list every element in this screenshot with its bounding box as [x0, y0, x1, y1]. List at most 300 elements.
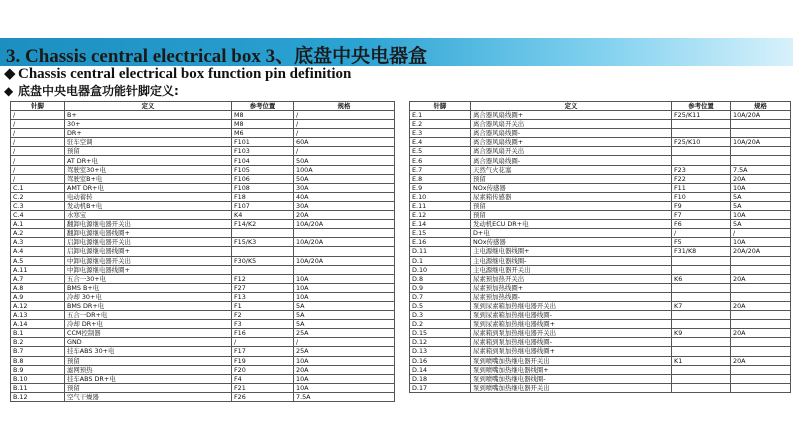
pin-cell: A.9: [11, 292, 65, 301]
spec-cell: 10A/20A: [294, 256, 395, 265]
definition-cell: 启卸电源继电器开关出: [65, 238, 232, 247]
pin-cell: D.10: [410, 265, 471, 274]
spec-cell: 30A: [294, 201, 395, 210]
definition-cell: 离合器风扇线圈+: [471, 138, 672, 147]
reference-cell: F25/K10: [672, 138, 731, 147]
page-title: 3. Chassis central electrical box 3、底盘中央电器盒: [6, 46, 428, 67]
pin-cell: D.9: [410, 283, 471, 292]
definition-cell: 发动机ECU DR+电: [471, 220, 672, 229]
column-header-spec: 规格: [294, 102, 395, 111]
pin-cell: C.1: [11, 183, 65, 192]
reference-cell: F14/K2: [232, 220, 294, 229]
pin-cell: D.14: [410, 365, 471, 374]
spec-cell: /: [294, 147, 395, 156]
spec-cell: /: [294, 129, 395, 138]
reference-cell: F1: [232, 301, 294, 310]
reference-cell: F9: [672, 201, 731, 210]
definition-cell: 水寒宝: [65, 211, 232, 220]
spec-cell: /: [294, 111, 395, 120]
spec-cell: [731, 156, 791, 165]
reference-cell: F31/K8: [672, 247, 731, 256]
reference-cell: [672, 292, 731, 301]
table-row: [410, 301, 791, 310]
definition-cell: 尿素箱到泵加热继电器线圈+: [471, 347, 672, 356]
spec-cell: 25A: [294, 329, 395, 338]
definition-cell: 电动蓄转: [65, 192, 232, 201]
reference-cell: F16: [232, 329, 294, 338]
spec-cell: 100A: [294, 165, 395, 174]
reference-cell: F26: [232, 392, 294, 401]
table-row: [410, 229, 791, 238]
spec-cell: 10A/20A: [294, 220, 395, 229]
table-row: [11, 111, 395, 120]
definition-cell: 预留: [65, 356, 232, 365]
table-row: [11, 356, 395, 365]
reference-cell: F2: [232, 311, 294, 320]
definition-cell: 尿素预加热线圈+: [471, 283, 672, 292]
pin-cell: E.3: [410, 129, 471, 138]
reference-cell: M8: [232, 111, 294, 120]
table-row: [410, 147, 791, 156]
spec-cell: [294, 247, 395, 256]
spec-cell: 30A: [294, 183, 395, 192]
pin-cell: E.7: [410, 165, 471, 174]
pin-cell: A.8: [11, 283, 65, 292]
definition-cell: DR+: [65, 129, 232, 138]
reference-cell: F18: [232, 192, 294, 201]
pin-cell: E.5: [410, 147, 471, 156]
column-header-definition: 定义: [65, 102, 232, 111]
spec-cell: 60A: [294, 138, 395, 147]
reference-cell: F6: [672, 220, 731, 229]
table-row: [410, 383, 791, 392]
table-row: [11, 265, 395, 274]
table-row: [410, 220, 791, 229]
definition-cell: 预留: [471, 174, 672, 183]
table-row: [11, 220, 395, 229]
table-row: [11, 129, 395, 138]
definition-cell: 空气干燥器: [65, 392, 232, 401]
definition-cell: NOx传感器: [471, 238, 672, 247]
spec-cell: 10A: [294, 356, 395, 365]
definition-cell: B+: [65, 111, 232, 120]
table-row: [410, 247, 791, 256]
table-row: [11, 120, 395, 129]
reference-cell: F23: [672, 165, 731, 174]
definition-cell: BMS DR+电: [65, 301, 232, 310]
definition-cell: 挂车ABS 30+电: [65, 347, 232, 356]
table-header-row: [410, 102, 791, 111]
subtitle-english: [4, 64, 351, 83]
pin-cell: D.2: [410, 320, 471, 329]
pin-cell: A.7: [11, 274, 65, 283]
table-row: [11, 347, 395, 356]
table-row: [410, 311, 791, 320]
reference-cell: [672, 265, 731, 274]
definition-cell: GND: [65, 338, 232, 347]
pin-cell: /: [11, 174, 65, 183]
column-header-reference: 参考位置: [232, 102, 294, 111]
reference-cell: F103: [232, 147, 294, 156]
spec-cell: 7.5A: [731, 165, 791, 174]
table-row: [11, 147, 395, 156]
reference-cell: [672, 283, 731, 292]
table-row: [11, 383, 395, 392]
spec-cell: 10A: [294, 383, 395, 392]
definition-cell: 尿素箱到泵加热继电器开关出: [471, 329, 672, 338]
reference-cell: M6: [232, 129, 294, 138]
table-row: [410, 329, 791, 338]
table-row: [410, 183, 791, 192]
spec-cell: [731, 347, 791, 356]
pin-cell: B.7: [11, 347, 65, 356]
spec-cell: [731, 383, 791, 392]
definition-cell: 离合器风扇线圈-: [471, 129, 672, 138]
reference-cell: K1: [672, 356, 731, 365]
definition-cell: 30+: [65, 120, 232, 129]
reference-cell: [672, 311, 731, 320]
table-row: [410, 165, 791, 174]
definition-cell: 五合一DR+电: [65, 311, 232, 320]
definition-cell: 离合器风扇线圈+: [471, 111, 672, 120]
pin-cell: B.2: [11, 338, 65, 347]
table-row: [410, 156, 791, 165]
definition-cell: 泵到喷嘴加热继电器线圈+: [471, 365, 672, 374]
table-row: [11, 174, 395, 183]
reference-cell: [672, 374, 731, 383]
definition-cell: NOx传感器: [471, 183, 672, 192]
definition-cell: 驾驶室30+电: [65, 165, 232, 174]
spec-cell: [294, 265, 395, 274]
pin-cell: A.11: [11, 265, 65, 274]
spec-cell: [731, 320, 791, 329]
reference-cell: F104: [232, 156, 294, 165]
reference-cell: [232, 265, 294, 274]
table-row: [11, 256, 395, 265]
definition-cell: 泵到尿素箱加热继电器线圈+: [471, 320, 672, 329]
spec-cell: [731, 147, 791, 156]
definition-cell: 驾驶室B+电: [65, 174, 232, 183]
definition-cell: 主电源继电器线圈+: [471, 247, 672, 256]
spec-cell: 40A: [294, 192, 395, 201]
table-row: [11, 292, 395, 301]
reference-cell: F27: [232, 283, 294, 292]
pin-cell: E.14: [410, 220, 471, 229]
table-row: [410, 265, 791, 274]
spec-cell: 10A: [294, 283, 395, 292]
pin-cell: E.9: [410, 183, 471, 192]
pin-cell: E.4: [410, 138, 471, 147]
definition-cell: 泵到喷嘴加热继电器开关出: [471, 356, 672, 365]
pin-cell: E.15: [410, 229, 471, 238]
reference-cell: [672, 320, 731, 329]
reference-cell: [672, 147, 731, 156]
table-row: [410, 374, 791, 383]
left-table-body: [11, 111, 395, 402]
reference-cell: /: [232, 338, 294, 347]
spec-cell: 5A: [294, 320, 395, 329]
spec-cell: 20A: [731, 301, 791, 310]
reference-cell: F25/K11: [672, 111, 731, 120]
pin-cell: D.11: [410, 247, 471, 256]
pin-cell: C.4: [11, 211, 65, 220]
definition-cell: 泵到尿素箱加热继电器线圈-: [471, 311, 672, 320]
definition-cell: 滤网预热: [65, 365, 232, 374]
spec-cell: 20A: [294, 365, 395, 374]
subtitle-chinese: [4, 82, 179, 99]
spec-cell: [731, 311, 791, 320]
pin-cell: /: [11, 147, 65, 156]
spec-cell: 10A: [731, 183, 791, 192]
table-row: [11, 192, 395, 201]
definition-cell: 预留: [471, 201, 672, 210]
table-row: [11, 229, 395, 238]
spec-cell: 7.5A: [294, 392, 395, 401]
reference-cell: F12: [232, 274, 294, 283]
pin-cell: D.13: [410, 347, 471, 356]
definition-cell: 五合一30+电: [65, 274, 232, 283]
spec-cell: 5A: [731, 201, 791, 210]
pin-cell: D.16: [410, 356, 471, 365]
definition-cell: 发动机B+电: [65, 201, 232, 210]
table-row: [11, 311, 395, 320]
definition-cell: 预留: [471, 211, 672, 220]
definition-cell: 尿素预加热开关出: [471, 274, 672, 283]
pin-cell: D.18: [410, 374, 471, 383]
pin-cell: A.12: [11, 301, 65, 310]
table-row: [11, 156, 395, 165]
definition-cell: 主电源继电器开关出: [471, 265, 672, 274]
column-header-pin: 针脚: [11, 102, 65, 111]
table-row: [11, 283, 395, 292]
spec-cell: [731, 129, 791, 138]
pin-cell: C.3: [11, 201, 65, 210]
definition-cell: 中卸电源继电器线圈+: [65, 265, 232, 274]
reference-cell: M8: [232, 120, 294, 129]
table-row: [11, 365, 395, 374]
spec-cell: 10A: [731, 211, 791, 220]
reference-cell: K6: [672, 274, 731, 283]
spec-cell: /: [731, 229, 791, 238]
reference-cell: F107: [232, 201, 294, 210]
table-row: [410, 120, 791, 129]
pin-cell: B.10: [11, 374, 65, 383]
reference-cell: F105: [232, 165, 294, 174]
spec-cell: 10A: [731, 238, 791, 247]
spec-cell: 10A/20A: [294, 238, 395, 247]
definition-cell: CCM控制器: [65, 329, 232, 338]
table-header-row: [11, 102, 395, 111]
definition-cell: D+电: [471, 229, 672, 238]
diamond-bullet-icon: ◆: [4, 66, 16, 82]
subtitle-english-text: Chassis central electrical box function pin definition: [18, 66, 352, 82]
spec-cell: 5A: [294, 311, 395, 320]
table-row: [11, 329, 395, 338]
spec-cell: [731, 338, 791, 347]
spec-cell: 10A: [294, 292, 395, 301]
column-header-pin: 针脚: [410, 102, 471, 111]
pin-cell: D.7: [410, 292, 471, 301]
pin-cell: D.3: [410, 311, 471, 320]
pin-cell: A.2: [11, 229, 65, 238]
table-row: [410, 238, 791, 247]
reference-cell: F7: [672, 211, 731, 220]
table-row: [11, 301, 395, 310]
subtitle-chinese-text: 底盘中央电器盒功能针脚定义:: [18, 84, 179, 98]
pin-cell: D.15: [410, 329, 471, 338]
table-row: [410, 338, 791, 347]
spec-cell: [731, 283, 791, 292]
reference-cell: [232, 247, 294, 256]
pin-cell: D.17: [410, 383, 471, 392]
reference-cell: F19: [232, 356, 294, 365]
reference-cell: [672, 120, 731, 129]
definition-cell: 预留: [65, 147, 232, 156]
table-row: [11, 165, 395, 174]
spec-cell: 50A: [294, 156, 395, 165]
pin-cell: E.10: [410, 192, 471, 201]
table-row: [11, 320, 395, 329]
spec-cell: 5A: [294, 301, 395, 310]
table-row: [11, 211, 395, 220]
pin-cell: A.1: [11, 220, 65, 229]
reference-cell: F101: [232, 138, 294, 147]
pin-cell: D.5: [410, 301, 471, 310]
definition-cell: 预留: [65, 383, 232, 392]
spec-cell: 20A: [294, 211, 395, 220]
reference-cell: [672, 156, 731, 165]
table-row: [410, 201, 791, 210]
pin-cell: E.16: [410, 238, 471, 247]
pin-cell: A.4: [11, 247, 65, 256]
pin-cell: B.1: [11, 329, 65, 338]
pin-cell: E.2: [410, 120, 471, 129]
pin-cell: E.8: [410, 174, 471, 183]
definition-cell: AMT DR+电: [65, 183, 232, 192]
spec-cell: 20A: [731, 356, 791, 365]
definition-cell: 冷却 30+电: [65, 292, 232, 301]
definition-cell: 翻卸电源继电器开关出: [65, 220, 232, 229]
table-row: [410, 138, 791, 147]
definition-cell: 离合器风扇开关出: [471, 147, 672, 156]
spec-cell: [731, 365, 791, 374]
pin-cell: /: [11, 156, 65, 165]
definition-cell: 冷却 DR+电: [65, 320, 232, 329]
table-row: [410, 274, 791, 283]
definition-cell: 泵到喷嘴加热继电器开关出: [471, 383, 672, 392]
reference-cell: [672, 347, 731, 356]
spec-cell: 10A: [294, 374, 395, 383]
table-row: [410, 174, 791, 183]
table-row: [11, 201, 395, 210]
reference-cell: F17: [232, 347, 294, 356]
reference-cell: /: [672, 229, 731, 238]
pin-cell: B.8: [11, 356, 65, 365]
definition-cell: 离合器风扇线圈-: [471, 156, 672, 165]
reference-cell: F15/K3: [232, 238, 294, 247]
reference-cell: K4: [232, 211, 294, 220]
spec-cell: 25A: [294, 347, 395, 356]
reference-cell: [232, 229, 294, 238]
definition-cell: 主电源继电器线圈-: [471, 256, 672, 265]
pin-cell: A.5: [11, 256, 65, 265]
table-row: [410, 283, 791, 292]
spec-cell: [731, 374, 791, 383]
pin-cell: E.12: [410, 211, 471, 220]
spec-cell: 20A: [731, 329, 791, 338]
spec-cell: 20A/20A: [731, 247, 791, 256]
definition-cell: 天然气火花塞: [471, 165, 672, 174]
table-row: [410, 256, 791, 265]
reference-cell: F22: [672, 174, 731, 183]
definition-cell: 中卸电源继电器开关出: [65, 256, 232, 265]
spec-cell: [294, 229, 395, 238]
spec-cell: 10A/20A: [731, 138, 791, 147]
table-row: [410, 320, 791, 329]
definition-cell: 驻车空调: [65, 138, 232, 147]
table-row: [11, 338, 395, 347]
spec-cell: [731, 120, 791, 129]
pin-cell: /: [11, 120, 65, 129]
pin-cell: /: [11, 165, 65, 174]
spec-cell: 20A: [731, 174, 791, 183]
table-row: [11, 247, 395, 256]
reference-cell: [672, 365, 731, 374]
table-row: [410, 129, 791, 138]
column-header-reference: 参考位置: [672, 102, 731, 111]
right-pin-table: [409, 101, 791, 393]
spec-cell: 10A/20A: [731, 111, 791, 120]
pin-cell: A.13: [11, 311, 65, 320]
pin-cell: A.14: [11, 320, 65, 329]
pin-cell: D.8: [410, 274, 471, 283]
reference-cell: F20: [232, 365, 294, 374]
table-row: [410, 211, 791, 220]
definition-cell: 尿素箱到泵加热继电器线圈-: [471, 338, 672, 347]
pin-cell: B.9: [11, 365, 65, 374]
spec-cell: [731, 292, 791, 301]
pin-cell: E.6: [410, 156, 471, 165]
spec-cell: [731, 265, 791, 274]
diamond-bullet-icon: ◆: [4, 84, 14, 98]
pin-cell: D.1: [410, 256, 471, 265]
table-row: [11, 392, 395, 401]
pin-cell: C.2: [11, 192, 65, 201]
definition-cell: 尿素箱传感器: [471, 192, 672, 201]
spec-cell: 10A: [294, 274, 395, 283]
reference-cell: [672, 129, 731, 138]
reference-cell: F108: [232, 183, 294, 192]
reference-cell: F30/K5: [232, 256, 294, 265]
spec-cell: 20A: [731, 274, 791, 283]
table-row: [11, 138, 395, 147]
reference-cell: F21: [232, 383, 294, 392]
definition-cell: 尿素预加热线圈-: [471, 292, 672, 301]
pin-cell: E.1: [410, 111, 471, 120]
pin-cell: A.3: [11, 238, 65, 247]
reference-cell: K7: [672, 301, 731, 310]
spec-cell: [731, 256, 791, 265]
table-row: [11, 183, 395, 192]
table-row: [410, 365, 791, 374]
pin-cell: B.12: [11, 392, 65, 401]
reference-cell: F13: [232, 292, 294, 301]
spec-cell: 50A: [294, 174, 395, 183]
column-header-definition: 定义: [471, 102, 672, 111]
table-row: [11, 238, 395, 247]
reference-cell: [672, 256, 731, 265]
spec-cell: 5A: [731, 220, 791, 229]
